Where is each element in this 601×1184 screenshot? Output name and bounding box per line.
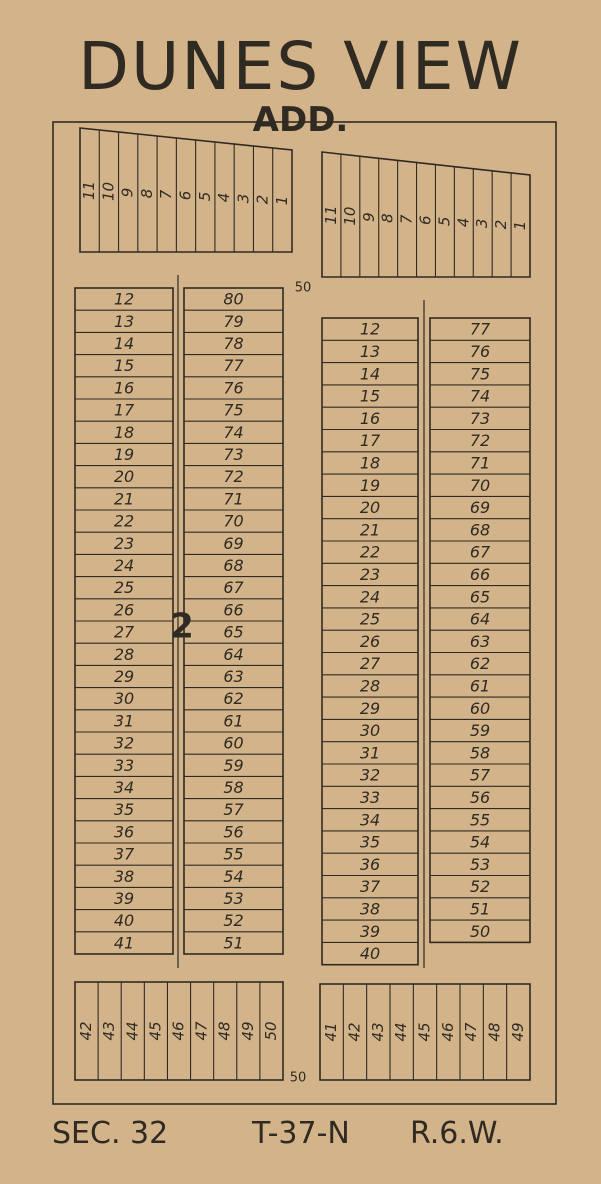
left-bottom-lot-42: 42 <box>77 1021 96 1041</box>
left-top-lot-5: 5 <box>195 191 214 202</box>
right-block-left-lot-16: 16 <box>359 408 381 428</box>
right-top-lot-7: 7 <box>397 214 416 224</box>
right-top-lot-9: 9 <box>359 212 378 222</box>
left-block-right-lot-64: 64 <box>223 644 244 664</box>
left-top-lot-4: 4 <box>215 192 234 203</box>
right-block-right-lot-76: 76 <box>469 341 491 361</box>
right-block-right-lot-63: 63 <box>469 631 491 651</box>
left-bottom-lot-45: 45 <box>146 1021 165 1041</box>
left-block-right-lot-76: 76 <box>223 378 244 398</box>
left-block-left-lot-12: 12 <box>113 289 135 309</box>
left-block-right-lot-55: 55 <box>223 844 244 864</box>
left-block-right-lot-73: 73 <box>223 445 244 464</box>
left-block-left-lot-34: 34 <box>113 778 135 797</box>
left-top-lot-3: 3 <box>234 193 253 204</box>
left-top-lot-10: 10 <box>99 181 118 202</box>
right-bottom-lot-48: 48 <box>485 1022 504 1042</box>
left-top-lot-1: 1 <box>272 195 291 206</box>
left-block-left-lot-24: 24 <box>113 556 135 575</box>
street-width-label-top: 50 <box>294 280 312 296</box>
block-number-label: 2 <box>170 606 194 647</box>
right-block-right-lot-64: 64 <box>469 609 491 629</box>
right-block-right-lot-52: 52 <box>469 877 491 897</box>
left-block-right-lot-78: 78 <box>223 334 244 353</box>
right-block-left-lot-14: 14 <box>359 364 381 384</box>
left-block-right-lot-69: 69 <box>223 533 244 553</box>
left-block-right-lot-59: 59 <box>223 755 244 775</box>
right-block-left-lot-34: 34 <box>359 810 381 830</box>
right-block-right-lot-54: 54 <box>469 832 491 852</box>
right-block-right-lot-70: 70 <box>469 475 491 495</box>
left-block-left-lot-20: 20 <box>113 467 135 487</box>
right-top-lot-2: 2 <box>492 219 511 230</box>
right-block-left-lot-24: 24 <box>359 587 381 607</box>
right-block-right-lot-57: 57 <box>469 765 491 785</box>
right-block-right-lot-77: 77 <box>469 319 491 339</box>
right-block-left-lot-40: 40 <box>359 944 381 964</box>
left-block-right-lot-57: 57 <box>223 800 244 820</box>
right-block-left-lot-13: 13 <box>359 341 381 361</box>
right-block-right-lot-55: 55 <box>469 810 491 830</box>
left-block-left-lot-27: 27 <box>113 622 135 642</box>
right-block-right-lot-60: 60 <box>469 698 491 718</box>
left-block-left-lot-30: 30 <box>113 689 135 709</box>
right-block-left-lot-38: 38 <box>359 899 381 919</box>
left-top-lot-7: 7 <box>157 189 176 200</box>
left-block-right-lot-75: 75 <box>223 400 244 420</box>
left-block-left-lot-39: 39 <box>113 889 135 908</box>
right-block-right-lot-66: 66 <box>469 564 491 584</box>
left-block-left-lot-18: 18 <box>113 422 135 442</box>
left-bottom-lot-49: 49 <box>238 1021 257 1041</box>
right-bottom-lot-47: 47 <box>462 1022 481 1042</box>
left-bottom-lot-47: 47 <box>192 1021 211 1041</box>
right-block-left-lot-22: 22 <box>359 542 381 562</box>
right-block-right-lot-71: 71 <box>469 453 491 473</box>
left-block-right-lot-74: 74 <box>223 422 244 442</box>
right-block-right-lot-67: 67 <box>469 542 491 562</box>
right-block-left-lot-35: 35 <box>359 832 381 852</box>
right-block-right-lot-56: 56 <box>469 787 491 807</box>
right-block-left-lot-31: 31 <box>359 743 381 763</box>
right-block-right-lot-58: 58 <box>469 743 491 763</box>
left-block-left-lot-13: 13 <box>113 311 135 331</box>
right-top-lot-5: 5 <box>435 216 454 227</box>
right-bottom-lot-49: 49 <box>508 1022 527 1042</box>
left-block-right-lot-58: 58 <box>223 778 244 797</box>
left-top-lot-8: 8 <box>137 188 156 199</box>
left-block-left-lot-21: 21 <box>113 489 135 509</box>
left-block-right-lot-72: 72 <box>223 467 244 487</box>
right-block-left-lot-15: 15 <box>359 386 381 406</box>
right-block-left-lot-37: 37 <box>359 877 381 897</box>
right-top-lot-6: 6 <box>416 215 435 226</box>
left-block-left-lot-31: 31 <box>113 711 135 731</box>
map-subtitle: ADD. <box>252 100 349 140</box>
left-block-left-lot-15: 15 <box>113 356 135 376</box>
right-block-right-lot-75: 75 <box>469 364 491 384</box>
right-top-lot-1: 1 <box>511 220 530 231</box>
map-title: DUNES VIEW <box>78 28 523 105</box>
right-block-right-lot-50: 50 <box>469 921 491 941</box>
right-block-left-lot-20: 20 <box>359 498 381 518</box>
left-top-lot-6: 6 <box>176 190 195 201</box>
left-block-right-lot-60: 60 <box>223 733 244 753</box>
right-block-right-lot-72: 72 <box>469 431 491 451</box>
left-block-right-lot-56: 56 <box>223 822 244 842</box>
left-bottom-lot-48: 48 <box>215 1021 234 1041</box>
left-block-left-lot-36: 36 <box>113 822 135 842</box>
right-block-left-lot-21: 21 <box>359 520 381 540</box>
right-block-left-lot-12: 12 <box>359 319 381 339</box>
left-block-right-lot-65: 65 <box>223 622 244 642</box>
left-bottom-lot-44: 44 <box>123 1021 142 1041</box>
left-block-right-lot-61: 61 <box>223 711 244 731</box>
right-block-left-lot-19: 19 <box>359 475 381 495</box>
right-bottom-lot-46: 46 <box>438 1022 457 1042</box>
left-block-left-lot-40: 40 <box>113 911 135 931</box>
left-block-right-lot-62: 62 <box>223 689 244 709</box>
right-block-right-lot-53: 53 <box>469 854 491 874</box>
right-block-left-lot-30: 30 <box>359 721 381 741</box>
right-bottom-lot-44: 44 <box>392 1022 411 1042</box>
right-top-lot-11: 11 <box>321 205 340 225</box>
right-block-right-lot-74: 74 <box>469 386 491 406</box>
left-block-right-lot-79: 79 <box>223 311 244 331</box>
left-top-lot-11: 11 <box>80 180 99 201</box>
left-block-left-lot-26: 26 <box>113 600 135 620</box>
left-block-left-lot-41: 41 <box>113 933 135 953</box>
right-bottom-lot-43: 43 <box>368 1022 387 1042</box>
left-block-left-lot-32: 32 <box>113 733 135 753</box>
right-block-left-lot-25: 25 <box>359 609 381 629</box>
right-block-left-lot-18: 18 <box>359 453 381 473</box>
right-block-right-lot-62: 62 <box>469 654 491 674</box>
left-top-lot-9: 9 <box>118 187 137 198</box>
left-bottom-lot-50: 50 <box>261 1021 280 1041</box>
right-block-right-lot-68: 68 <box>469 520 491 540</box>
left-block-right-lot-80: 80 <box>223 289 244 309</box>
right-block-right-lot-61: 61 <box>469 676 491 696</box>
right-block-left-lot-26: 26 <box>359 631 381 651</box>
left-block-right-lot-52: 52 <box>223 911 244 931</box>
left-block-left-lot-35: 35 <box>113 800 135 820</box>
right-block-right-lot-51: 51 <box>469 899 491 919</box>
left-block-left-lot-23: 23 <box>113 533 135 553</box>
left-block-left-lot-19: 19 <box>113 445 135 464</box>
right-block-right-lot-73: 73 <box>469 408 491 428</box>
left-block-right-lot-68: 68 <box>223 556 244 575</box>
range-label: R.6.W. <box>410 1116 504 1151</box>
left-block-left-lot-37: 37 <box>113 844 135 864</box>
left-bottom-lot-43: 43 <box>100 1021 119 1041</box>
right-bottom-lot-42: 42 <box>345 1022 364 1042</box>
right-block-right-lot-59: 59 <box>469 721 491 741</box>
right-block-left-lot-27: 27 <box>359 654 381 674</box>
right-top-lot-8: 8 <box>378 213 397 223</box>
left-block-left-lot-25: 25 <box>113 578 135 598</box>
left-block-right-lot-63: 63 <box>223 667 244 686</box>
left-top-lot-2: 2 <box>253 194 272 205</box>
left-block-right-lot-54: 54 <box>223 866 244 886</box>
section-label: SEC. 32 <box>52 1116 169 1151</box>
left-block-right-lot-51: 51 <box>223 933 244 953</box>
right-top-lot-3: 3 <box>473 218 492 229</box>
right-block-left-lot-28: 28 <box>359 676 381 696</box>
left-block-left-lot-16: 16 <box>113 378 135 398</box>
right-top-lot-4: 4 <box>454 217 473 228</box>
left-block-left-lot-22: 22 <box>113 511 135 531</box>
left-block-left-lot-38: 38 <box>113 866 135 886</box>
right-block-left-lot-39: 39 <box>359 921 381 941</box>
left-block-left-lot-28: 28 <box>113 644 135 664</box>
right-block-right-lot-65: 65 <box>469 587 491 607</box>
left-block-left-lot-17: 17 <box>113 400 135 420</box>
right-block-left-lot-29: 29 <box>359 698 381 718</box>
street-width-label-bottom: 50 <box>289 1070 307 1086</box>
left-block-right-lot-66: 66 <box>223 600 244 620</box>
right-block-left-lot-32: 32 <box>359 765 381 785</box>
right-bottom-lot-41: 41 <box>322 1022 341 1042</box>
left-bottom-lot-46: 46 <box>169 1021 188 1041</box>
right-block-left-lot-33: 33 <box>359 787 381 807</box>
township-label: T-37-N <box>252 1116 350 1151</box>
left-block-left-lot-29: 29 <box>113 667 135 686</box>
left-block-right-lot-53: 53 <box>223 889 244 908</box>
right-bottom-lot-45: 45 <box>415 1022 434 1042</box>
right-block-left-lot-36: 36 <box>359 854 381 874</box>
left-block-right-lot-71: 71 <box>223 489 244 509</box>
right-block-left-lot-17: 17 <box>359 431 381 451</box>
right-block-left-lot-23: 23 <box>359 564 381 584</box>
right-block-right-lot-69: 69 <box>469 498 491 518</box>
left-block-right-lot-70: 70 <box>223 511 244 531</box>
left-block-right-lot-77: 77 <box>223 356 244 376</box>
left-block-right-lot-67: 67 <box>223 578 244 598</box>
left-block-left-lot-33: 33 <box>113 755 135 775</box>
right-top-lot-10: 10 <box>340 206 359 226</box>
left-block-left-lot-14: 14 <box>113 334 135 353</box>
